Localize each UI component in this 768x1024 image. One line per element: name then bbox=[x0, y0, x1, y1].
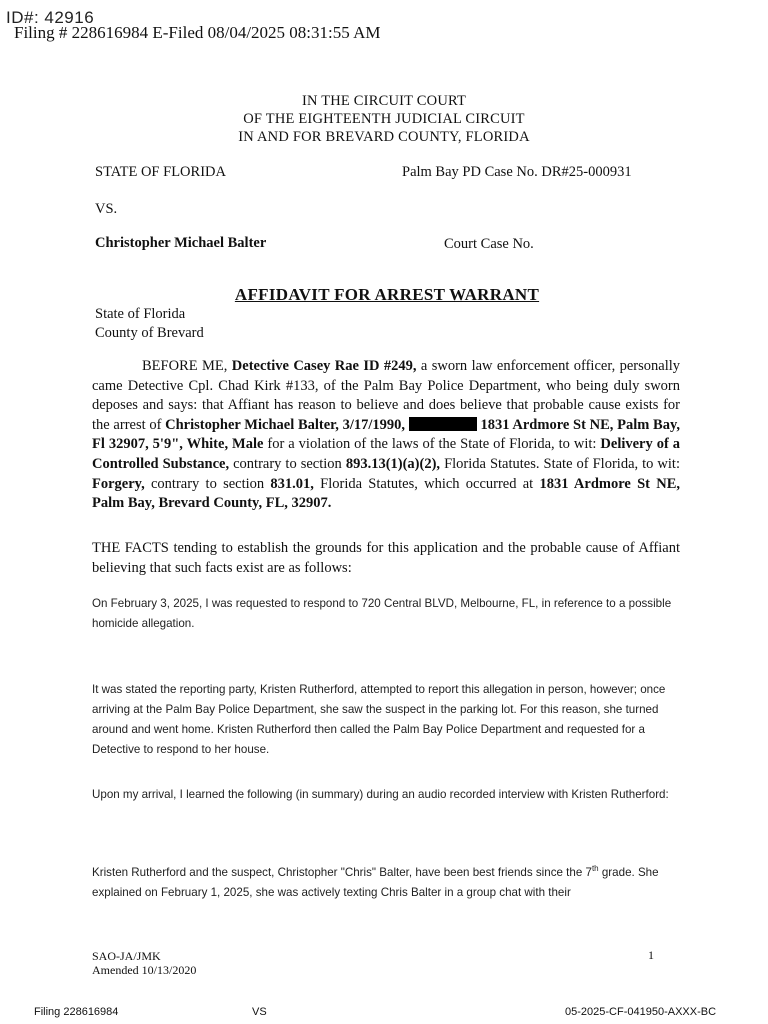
bottom-case-number: 05-2025-CF-041950-AXXX-BC bbox=[565, 1006, 717, 1018]
defendant-name: Christopher Michael Balter bbox=[95, 235, 267, 251]
bottom-vs: VS bbox=[252, 1006, 267, 1018]
narrative-paragraph-3: Upon my arrival, I learned the following (in summary) during an audio recorded interview with Kristen Rutherford: bbox=[92, 788, 669, 801]
narrative-paragraph-4: Kristen Rutherford and the suspect, Christopher "Chris" Balter, have been best friends since the 7th grade. She explained on February 1, 2025, she was actively texting Chris Balter in a group chat with their bbox=[92, 864, 659, 899]
court-name-line3: IN AND FOR BREVARD COUNTY, FLORIDA bbox=[238, 129, 530, 145]
court-case-number: Court Case No. bbox=[444, 236, 534, 252]
facts-paragraph: THE FACTS tending to establish the grounds for this application and the probable cause of Affiant believing that such facts exist are as follows: bbox=[92, 540, 680, 576]
narrative-paragraph-1: On February 3, 2025, I was requested to respond to 720 Central BLVD, Melbourne, FL, in reference to a possible homicide allegation. bbox=[92, 597, 672, 630]
pd-case-number: Palm Bay PD Case No. DR#25-000931 bbox=[402, 164, 632, 180]
court-name-line2: OF THE EIGHTEENTH JUDICIAL CIRCUIT bbox=[243, 111, 525, 127]
court-name-line1: IN THE CIRCUIT COURT bbox=[301, 93, 467, 109]
bottom-filing-number: Filing 228616984 bbox=[34, 1006, 119, 1018]
efiling-stamp: Filing # 228616984 E-Filed 08/04/2025 08:31:55 AM bbox=[14, 23, 381, 42]
form-code: SAO-JA/JMK bbox=[92, 949, 161, 963]
amended-date: Amended 10/13/2020 bbox=[92, 963, 197, 977]
page-number: 1 bbox=[648, 948, 654, 962]
id-stamp: ID#: 42916 bbox=[6, 8, 95, 27]
narrative-paragraph-2: It was stated the reporting party, Kristen Rutherford, attempted to report this allegation in person, however; once arriving at the Palm Bay Police Department, she saw the suspect in the parking lot. For this reason, she turned around and went home. Kristen Rutherford then called the Palm Bay Police Department and requested for a Detective to respond to her house. bbox=[92, 683, 666, 756]
affidavit-paragraph: BEFORE ME, Detective Casey Rae ID #249, a sworn law enforcement officer, personally came Detective Cpl. Chad Kirk #133, of the Palm Bay Police Department, who being duly sworn deposes and says: that Affiant has reason to believe and does believe that probable cause exists for the arrest of Christopher Michael Balter, 3/17/1990, 1831 Ardmore St NE, Palm Bay, Fl 32907, 5'9", White, Male for a violation of the laws of the State of Florida, to wit: Delivery of a Controlled Substance, contrary to section 893.13(1)(a)(2), Florida Statutes. State of Florida, to wit: Forgery, contrary to section 831.01, Florida Statutes, which occurred at 1831 Ardmore St NE, Palm Bay, Brevard County, FL, 32907. bbox=[92, 358, 681, 512]
document-title: AFFIDAVIT FOR ARREST WARRANT bbox=[234, 285, 540, 304]
venue-county: County of Brevard bbox=[95, 325, 204, 341]
versus: VS. bbox=[95, 201, 118, 217]
venue-state: State of Florida bbox=[95, 306, 186, 322]
plaintiff: STATE OF FLORIDA bbox=[95, 164, 226, 180]
redaction-block bbox=[409, 417, 477, 431]
